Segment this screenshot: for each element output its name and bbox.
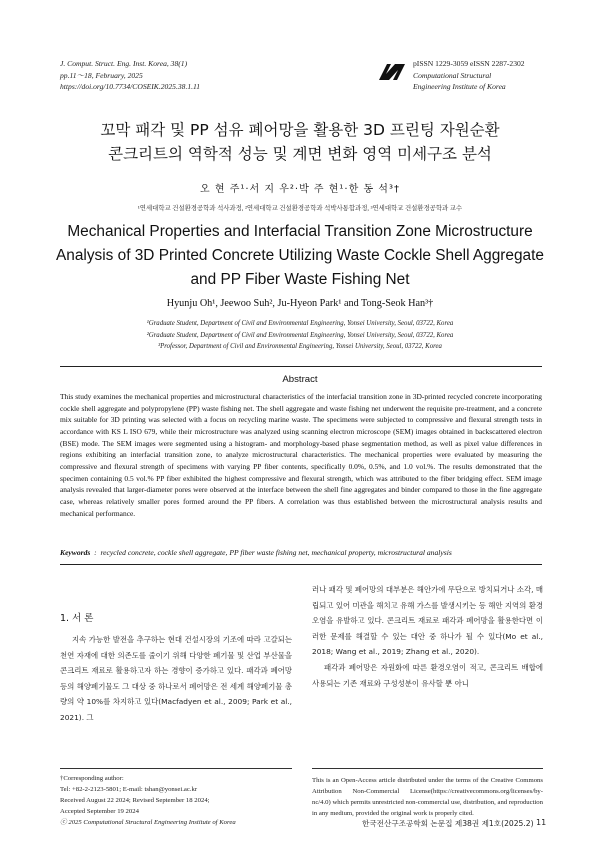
divider-top xyxy=(60,366,542,367)
abstract-heading: Abstract xyxy=(282,374,318,385)
footnote-line: Accepted September 19 2024 xyxy=(60,808,139,815)
footnote-line: Tel: +82-2-2123-5801; E-mail: tshan@yonsei.ac.kr xyxy=(60,786,198,793)
title-en-line2: Analysis of 3D Printed Concrete Utilizing Waste Cockle Shell Aggregate xyxy=(56,247,544,264)
publisher-logo-icon xyxy=(377,60,407,82)
issn: pISSN 1229-3059 eISSN 2287-2302 xyxy=(413,59,525,68)
divider-bottom xyxy=(60,564,542,565)
title-en-line3: and PP Fiber Waste Fishing Net xyxy=(190,271,410,288)
footnote-corresponding xyxy=(60,773,292,828)
authors-korean: 오 현 주¹·서 지 우²·박 주 현¹·한 동 석³† xyxy=(200,184,400,195)
title-ko-line1: 꼬막 패각 및 PP 섬유 폐어망을 활용한 3D 프린팅 자원순환 xyxy=(100,121,500,139)
keywords-line: Keywords : recycled concrete, cockle shell aggregate, PP fiber waste fishing net, mechanical property, microstructural analysis xyxy=(60,548,452,557)
body-paragraph: 패각과 폐어망은 자원화에 따른 환경오염이 적고, 콘크리트 배합에 사용되는 기존 재료와 구성성분이 유사할 뿐 아니 xyxy=(312,662,543,688)
keywords-list: recycled concrete, cockle shell aggregate, PP fiber waste fishing net, mechanical property, microstructural analysis xyxy=(100,548,452,557)
footer-journal: 한국전산구조공학회 논문집 제38권 제1호(2025.2) xyxy=(362,819,534,828)
affiliations-english xyxy=(40,318,560,353)
title-ko-line2: 콘크리트의 역학적 성능 및 계면 변화 영역 미세구조 분석 xyxy=(108,145,492,163)
body-column-left xyxy=(60,632,292,726)
section-heading-introduction: 1. 서 론 xyxy=(60,613,94,624)
footnote-line: Received August 22 2024; Revised September 18 2024; xyxy=(60,797,210,804)
footnote-line: ⓒ 2025 Computational Structural Engineering Institute of Korea xyxy=(60,819,236,826)
paper-title-korean xyxy=(40,118,560,166)
authors-english: Hyunju Oh¹, Jeewoo Suh², Ju-Hyeon Park¹ and Tong-Seok Han³† xyxy=(166,298,434,309)
affiliations-korean: ¹연세대학교 건설환경공학과 석사과정, ²연세대학교 건설환경공학과 석박사통합과정, ³연세대학교 건설환경공학과 교수 xyxy=(137,205,463,212)
affiliation-1: ¹Graduate Student, Department of Civil and Environmental Engineering, Yonsei University, Seoul, 03722, Korea xyxy=(146,320,454,327)
footnote-line: †Corresponding author: xyxy=(60,775,124,782)
paper-title-english xyxy=(40,220,560,292)
body-paragraph: 러나 패각 및 폐어망의 대부분은 해안가에 무단으로 방치되거나 소각, 매립되고 있어 미관을 해치고 유해 가스를 발생시키는 등 해안 지역의 환경오염을 유발하고 있다. 콘크리트 재료로 패각과 폐어망을 활용한다면 이러한 문제를 해결할 수 있는 대안 중 하나가 될 수 있다(Mo et al., 2018; Wang et al., 2019; Zhang et al., 2020). xyxy=(312,585,543,657)
publisher-name-line2: Engineering Institute of Korea xyxy=(413,82,506,92)
footnote-license: This is an Open-Access article distributed under the terms of the Creative Commons Attribution Non-Commercial License(https://creativecommons.org/licenses/by-nc/4.0) which permits unrestricted non-commercial use, distribution, and reproduction in any medium, provided the original work is properly cited. xyxy=(312,777,543,817)
doi-link[interactable]: https://doi.org/10.7734/COSEIK.2025.38.1.11 xyxy=(60,82,201,92)
footnote-rule-right xyxy=(312,768,543,769)
affiliation-2: ²Graduate Student, Department of Civil and Environmental Engineering, Yonsei University, Seoul, 03722, Korea xyxy=(146,331,454,339)
body-column-right xyxy=(312,582,543,691)
publisher-name-line1: Computational Structural xyxy=(413,70,492,80)
abstract-body: This study examines the mechanical properties and microstructural characteristics of the interfacial transition zone in 3D-printed recycled concrete incorporating cockle shell aggregate and polypropylene (PP) waste fishing net. The shell aggregate and waste fishing net underwent the requisite pre-treatment, and a concrete mix suitable for 3D printing was selected with a focus on recycling marine waste. The specimens were subjected to compressive and flexural strength tests in accordance with KS L ISO 679, while their microstructure was analyzed using scanning electron microscope (SEM) images obtained in backscattered electron (BSE) mode. The SEM images were segmented using a histogram- and morphology-based phase segmentation method, as well as pixel value differences in regions exhibiting an interfacial transition zone, to analyze microstructural characteristics. The mechanical properties were evaluated by measuring the compressive and flexural strength of specimens with varying PP fiber contents, specifically 0.0%, 0.5%, and 1.0 vol.%. The results demonstrated that the specimen containing 0.5 vol.% PP fiber exhibited the highest compressive and flexural strength, which was attributed to the fiber bridging effect. SEM image analysis revealed that larger-diameter pores were observed at the interface between the shell fine aggregates and binder compared to those in the fine aggregate case, whereas relatively smaller pores formed around the PP fibers. A correlation was thus established between the microstructural analysis results and mechanical performance. xyxy=(60,392,542,518)
journal-header-left xyxy=(60,58,200,93)
affiliation-3: ³Professor, Department of Civil and Environmental Engineering, Yonsei University, Seoul, 03722, Korea xyxy=(158,343,442,351)
journal-header-right xyxy=(413,58,525,93)
title-en-line1: Mechanical Properties and Interfacial Transition Zone Microstructure xyxy=(67,223,533,240)
journal-pages: pp.11～18, February, 2025 xyxy=(60,70,143,80)
page-number: 11 xyxy=(536,818,547,827)
keywords-label: Keywords xyxy=(60,548,91,557)
journal-citation: J. Comput. Struct. Eng. Inst. Korea, 38(1) xyxy=(60,59,188,68)
footnote-rule-left xyxy=(60,768,292,769)
body-paragraph: 지속 가능한 발전을 추구하는 현대 건설시장의 기조에 따라 고갈되는 천연 자재에 대한 의존도를 줄이기 위해 다양한 폐기물 및 산업 부산물을 콘크리트 재료로 활용하고자 하는 경향이 증가하고 있다. 패각과 폐어망 등의 해양폐기물도 그 대상 중 하나로서 폐어망은 전 세계 해양폐기물 총량의 약 10%를 차지하고 있다(Macfadyen et al., 2009; Park et al., 2021). 그 xyxy=(60,635,292,722)
